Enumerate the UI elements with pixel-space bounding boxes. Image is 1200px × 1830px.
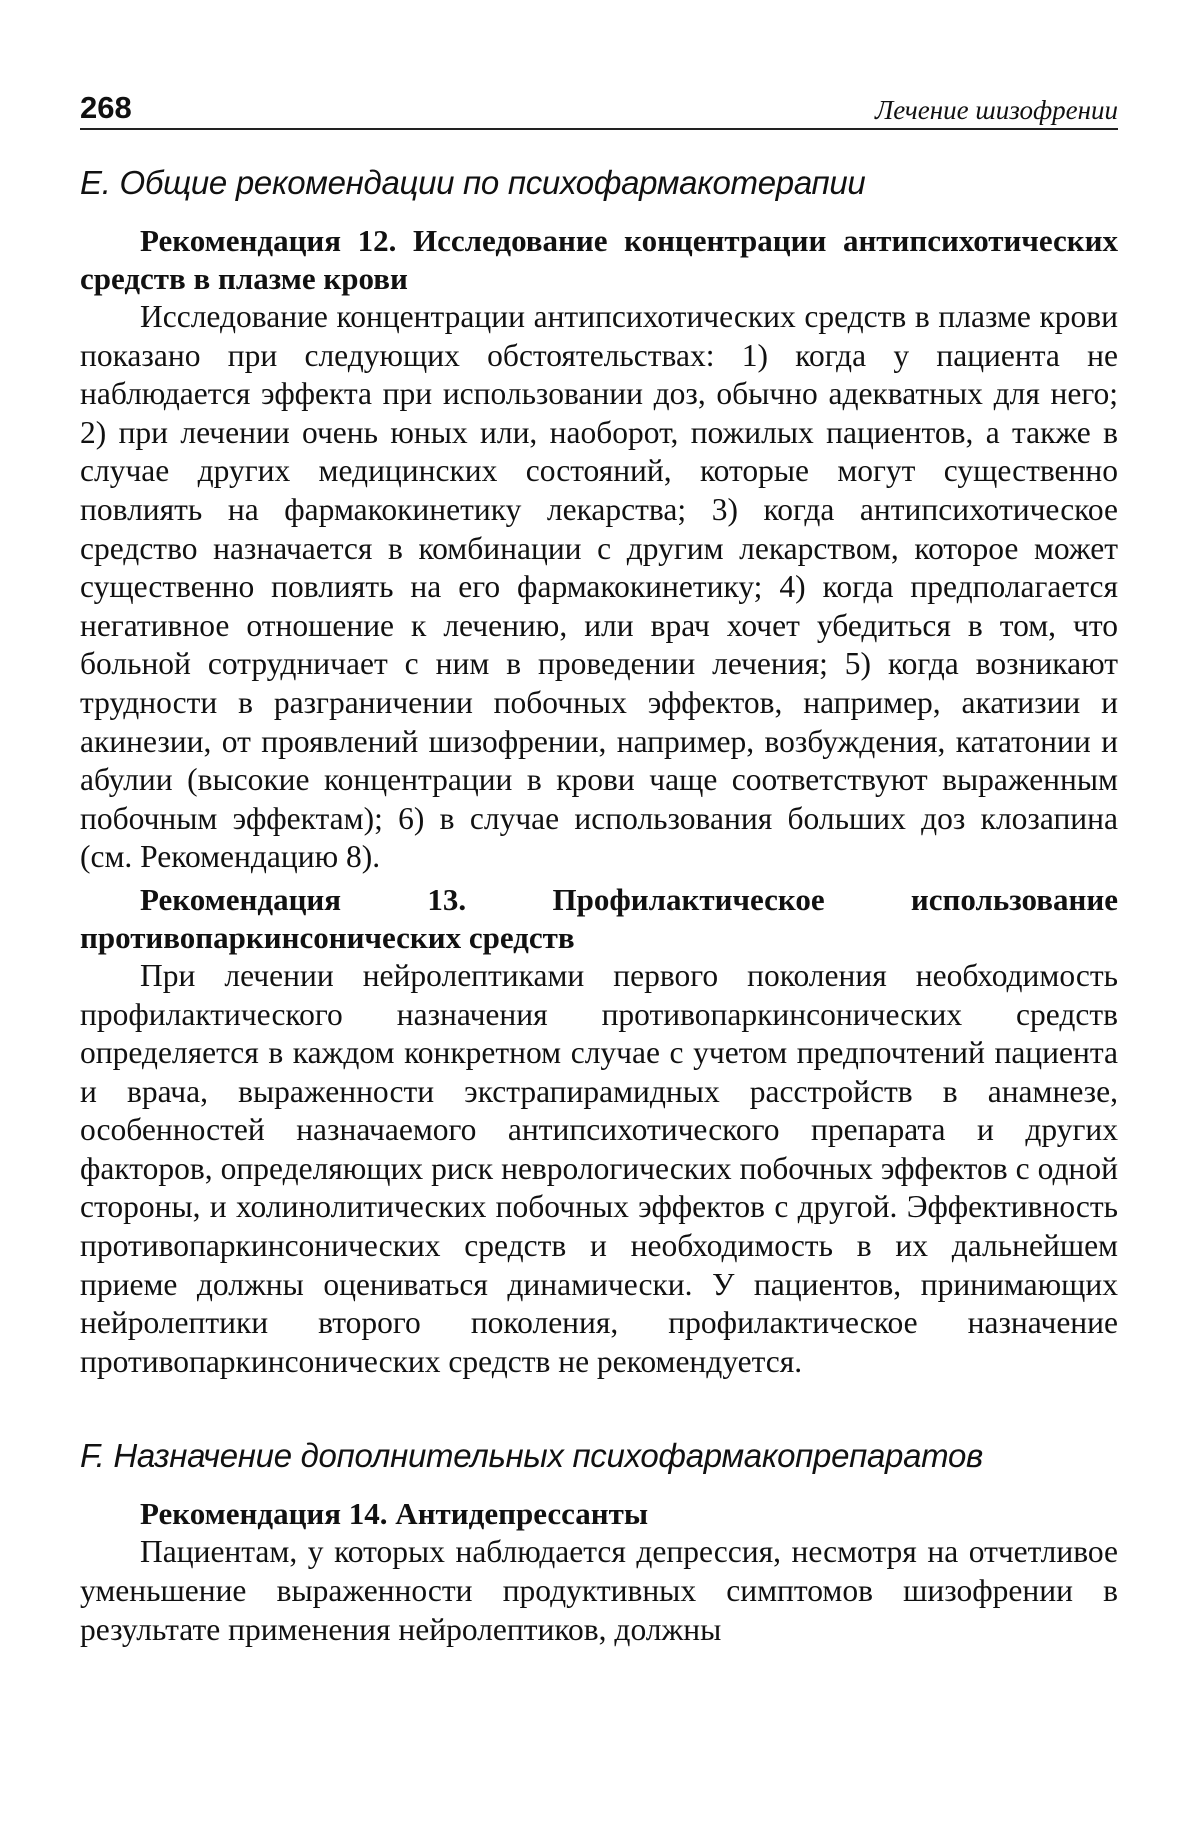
section-spacer	[80, 1385, 1118, 1437]
running-title: Лечение шизофрении	[874, 95, 1118, 125]
recommendation-14-heading: Рекомендация 14. Антидепрессанты	[140, 1496, 649, 1532]
book-page	[80, 78, 1118, 1653]
page-number: 268	[80, 90, 132, 125]
recommendation-12-text: Исследование концентрации антипсихотических средств в плазме крови показано при следующих обстоятельствах: 1) когда у пациента не наблюдается эффекта при использовании доз, обычно адекватных для него; 2) при лечении очень юных или, наоборот, пожилых пациентов, а также в случае других медицинских состояний, которые могут существенно повлиять на фармакокинетику лекарства; 3) когда антипсихотическое средство назначается в комбинации с другим лекарством, которое может существенно повлиять на его фармакокинетику; 4) когда предполагается негативное отношение к лечению, или врач хочет убедиться в том, что больной сотрудничает с ним в проведении лечения; 5) когда возникают трудности в разграничении побочных эффектов, например, акатизии и акинезии, от проявлений шизофрении, например, возбуждения, кататонии и абулии (высокие концентрации в крови чаще соответствуют выраженным побочным эффектам); 6) в случае использования больших доз клозапина (см. Рекомендацию 8).	[80, 299, 1118, 875]
recommendation-13-text: При лечении нейролептиками первого поколения необходимость профилактического назначения противопаркинсонических средств определяется в каждом конкретном случае с учетом предпочтений пациента и врача, выраженности экстрапирамидных расстройств в анамнезе, особенностей назначаемого антипсихотического препарата и других факторов, определяющих риск неврологических побочных эффектов с одной стороны, и холинолитических побочных эффектов с другой. Эффективность противопаркинсонических средств и необходимость в их дальнейшем приеме должны оцениваться динамически. У пациентов, принимающих нейролептики второго поколения, профилактическое назначение противопаркинсонических средств не рекомендуется.	[80, 957, 1118, 1379]
recommendation-13-heading: Рекомендация 13. Профилактическое использование противопаркинсонических средств	[80, 881, 1118, 955]
recommendation-14-text: Пациентам, у которых наблюдается депрессия, несмотря на отчетливое уменьшение выраженности продуктивных симптомов шизофрении в результате применения нейролептиков, должны	[80, 1534, 1118, 1647]
section-title-e: E. Общие рекомендации по психофармакотерапии	[80, 164, 866, 201]
section-title-f: F. Назначение дополнительных психофармакопрепаратов	[80, 1437, 983, 1475]
recommendation-12-heading: Рекомендация 12. Исследование концентрации антипсихотических средств в плазме крови	[80, 223, 1118, 296]
running-header	[80, 78, 1118, 130]
